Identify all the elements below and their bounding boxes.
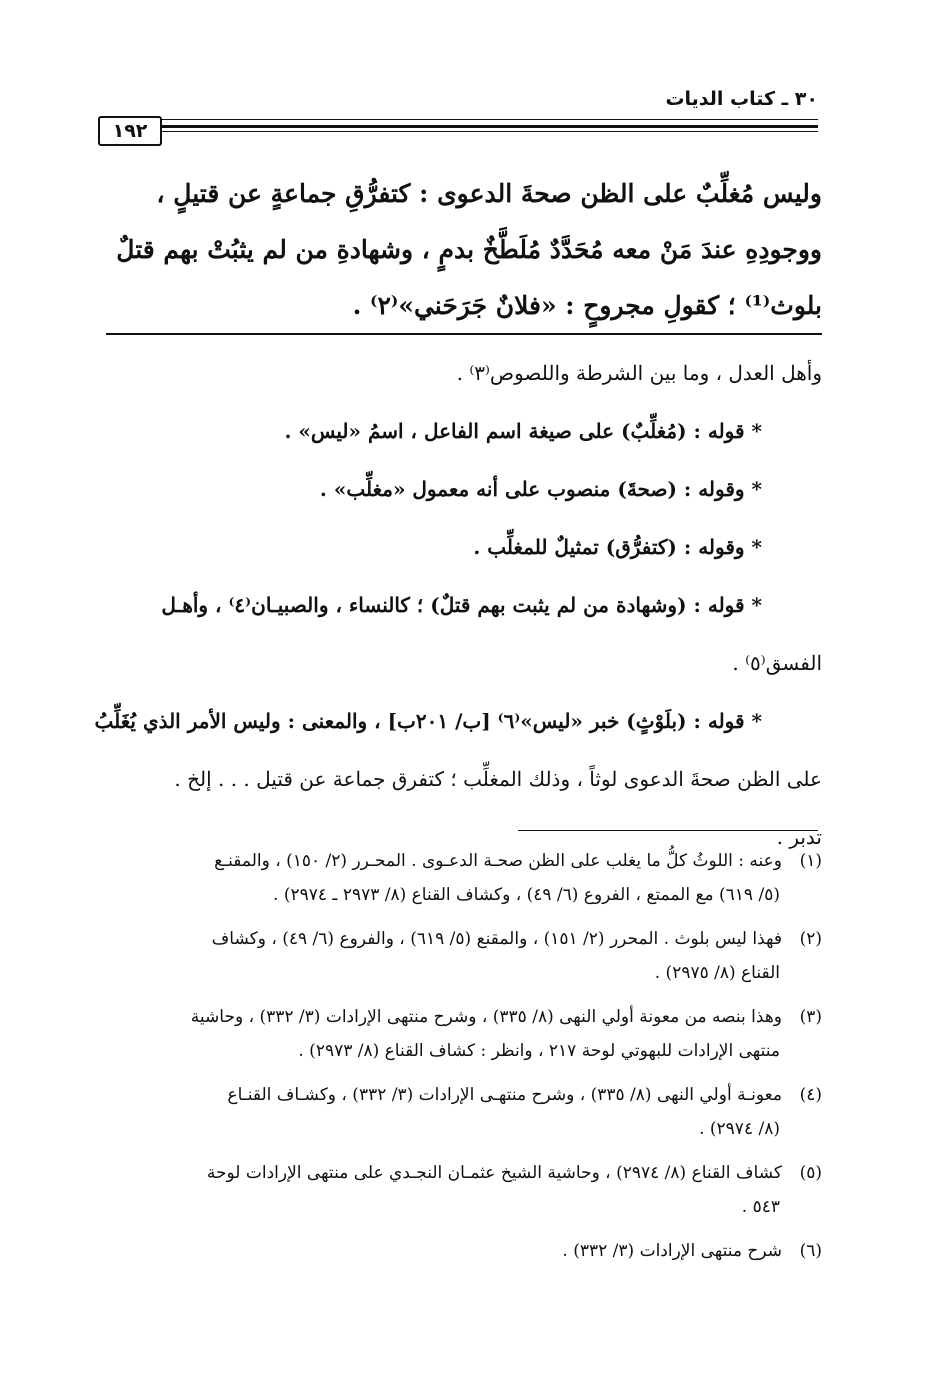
matn-separator (106, 333, 822, 335)
footnote-line: ٥٤٣ . (741, 1197, 780, 1217)
header-rule-top (160, 119, 818, 120)
footnote-number: (٣) (799, 1007, 822, 1027)
commentary-line: * وقوله : (كتفرُّق) تمثيلٌ للمغلِّب . (473, 535, 762, 559)
footnotes (106, 844, 822, 1268)
commentary-line: * قوله : (بلَوْثٍ) خبر «ليس»⁽٦⁾ [ب/ ٢٠١ب] ، والمعنى : وليس الأمر الذي يُغَلِّبُ (94, 709, 762, 733)
footnote-line: (٥/ ٦١٩) مع الممتع ، الفروع (٦/ ٤٩) ، وكشاف القناع (٨/ ٢٩٧٣ ـ ٢٩٧٤) . (273, 885, 780, 905)
page-number: ١٩٢ (98, 116, 162, 146)
footnote-separator (518, 830, 818, 831)
chapter-title: ٣٠ ـ كتاب الديات (665, 88, 818, 110)
commentary-line: * قوله : (وشهادة من لم يثبت بهم قتلٌ) ؛ كالنساء ، والصبيـان⁽٤⁾ ، وأهـل (161, 593, 762, 617)
commentary-text (94, 344, 822, 866)
footnote-number: (٦) (799, 1241, 822, 1261)
footnote-number: (٢) (799, 929, 822, 949)
footnote-line: شرح منتهى الإرادات (٣/ ٣٣٢) . (562, 1241, 782, 1261)
commentary-line: على الظن صحةَ الدعوى لوثاً ، وذلك المغلِّب ؛ كتفرق جماعة عن قتيل . . . إلخ . (174, 767, 822, 791)
footnote-number: (٥) (799, 1163, 822, 1183)
matn-line: ووجودِهِ عندَ مَنْ معه مُحَدَّدٌ مُلَطَّخٌ بدمٍ ، وشهادةِ من لم يثبُتْ بهم قتلٌ (116, 235, 822, 264)
commentary-line: وأهل العدل ، وما بين الشرطة واللصوص⁽٣⁾ . (456, 361, 822, 385)
header-rule-thick (160, 125, 818, 128)
footnote-5 (106, 1156, 822, 1224)
footnote-6 (106, 1234, 822, 1268)
commentary-line: تدبر . (776, 825, 822, 849)
matn-line: وليس مُغلِّبٌ على الظن صحةَ الدعوى : كتفرُّقِ جماعةٍ عن قتيلٍ ، (156, 179, 822, 208)
matn-line: بلوث⁽¹⁾ ؛ كقولِ مجروحٍ : «فلانٌ جَرَحَني»⁽٢⁾ . (352, 291, 822, 320)
footnote-number: (٤) (799, 1085, 822, 1105)
footnote-line: القناع (٨/ ٢٩٧٥) . (654, 963, 780, 983)
footnote-2 (106, 922, 822, 990)
footnote-line: (٨/ ٢٩٧٤) . (699, 1119, 780, 1139)
footnote-3 (106, 1000, 822, 1068)
footnote-line: فهذا ليس بلوث . المحرر (٢/ ١٥١) ، والمقنع (٥/ ٦١٩) ، والفروع (٦/ ٤٩) ، وكشاف (211, 929, 782, 949)
commentary-line: الفسق⁽٥⁾ . (732, 651, 822, 675)
commentary-line: * قوله : (مُغلِّبٌ) على صيغة اسم الفاعل ، اسمُ «ليس» . (284, 419, 762, 443)
header-rule-bottom (160, 131, 818, 132)
commentary-line: * وقوله : (صحةَ) منصوب على أنه معمول «مغلِّب» . (319, 477, 762, 501)
footnote-line: كشاف القناع (٨/ ٢٩٧٤) ، وحاشية الشيخ عثمـان النجـدي على منتهى الإرادات لوحة (206, 1163, 782, 1183)
footnote-line: معونـة أولي النهى (٨/ ٣٣٥) ، وشرح منتهـى الإرادات (٣/ ٣٣٢) ، وكشـاف القنـاع (227, 1085, 782, 1105)
matn-text (106, 166, 822, 334)
footnote-1 (106, 844, 822, 912)
footnote-line: منتهى الإرادات للبهوتي لوحة ٢١٧ ، وانظر : كشاف القناع (٨/ ٢٩٧٣) . (298, 1041, 780, 1061)
footnote-number: (١) (799, 851, 822, 871)
footnote-line: وعنه : اللوثُ كلُّ ما يغلب على الظن صحـة الدعـوى . المحـرر (٢/ ١٥٠) ، والمقنـع (214, 851, 782, 871)
footnote-line: وهذا بنصه من معونة أولي النهى (٨/ ٣٣٥) ، وشرح منتهى الإرادات (٣/ ٣٣٢) ، وحاشية (190, 1007, 782, 1027)
footnote-4 (106, 1078, 822, 1146)
